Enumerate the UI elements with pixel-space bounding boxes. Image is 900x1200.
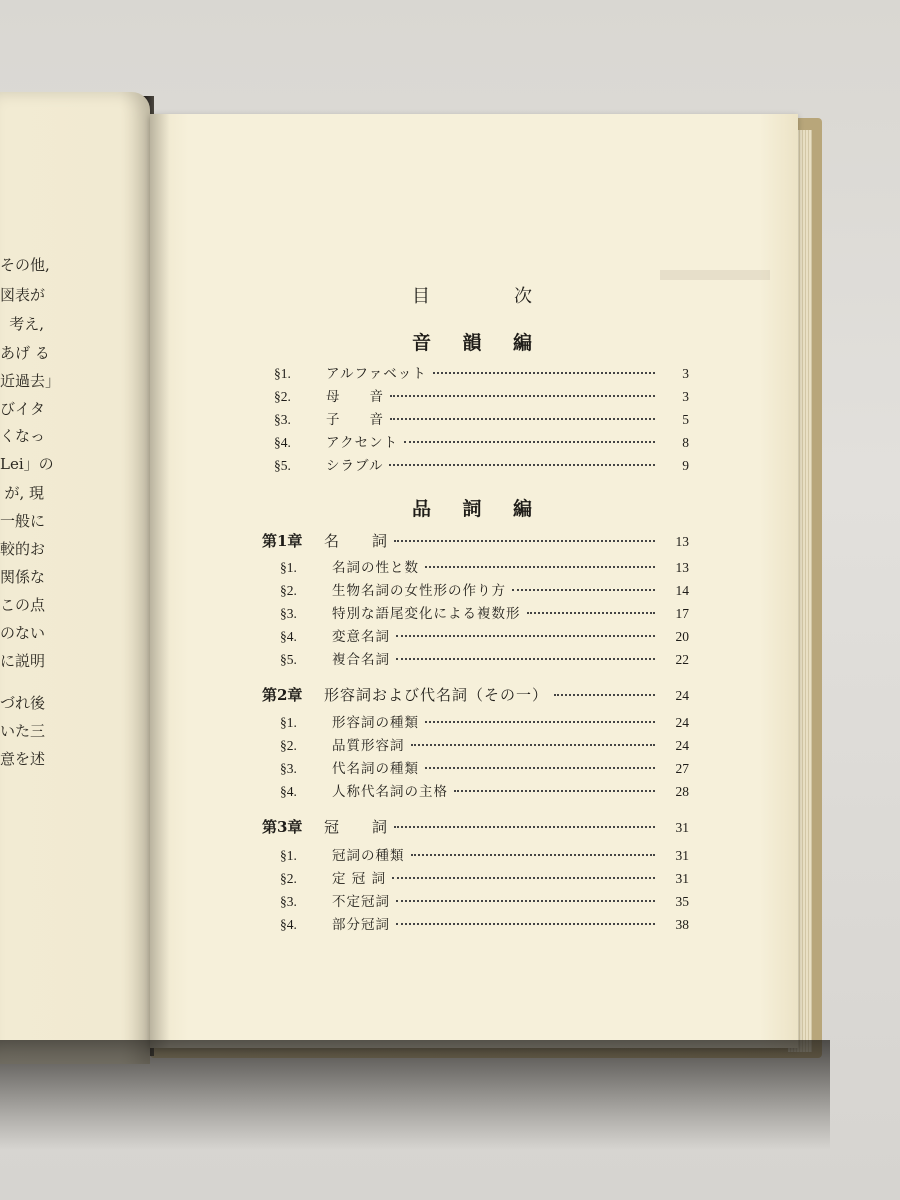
leader-dots <box>389 464 655 466</box>
left-page-line: あげ る <box>0 344 50 362</box>
leader-dots <box>433 372 655 374</box>
entry-number: §1. <box>274 366 291 381</box>
toc-entry <box>280 556 689 578</box>
leader-dots <box>396 923 655 925</box>
leader-dots <box>394 826 655 828</box>
entry-page: 20 <box>675 629 689 644</box>
entry-page: 5 <box>682 412 689 427</box>
left-page-line: が, 現 <box>4 484 44 502</box>
entry-number: §3. <box>280 894 297 909</box>
left-page-line: この点 <box>0 596 46 614</box>
leader-dots <box>454 790 655 792</box>
entry-title: アクセント <box>326 435 399 451</box>
entry-title: 部分冠詞 <box>332 917 390 933</box>
section-heading-char: 品 <box>412 498 432 520</box>
toc-entry <box>280 913 689 935</box>
chapter-title: 冠 詞 <box>324 818 389 836</box>
entry-page: 24 <box>675 738 689 753</box>
chapter-row <box>262 684 689 708</box>
entry-number: §3. <box>280 761 297 776</box>
chapter-row <box>262 816 689 840</box>
entry-title: 人称代名詞の主格 <box>332 784 448 800</box>
left-page-line: のない <box>0 624 46 642</box>
left-page-line: に説明 <box>0 652 46 670</box>
entry-title: 形容詞の種類 <box>332 715 419 731</box>
left-page-line: 一般に <box>0 512 46 530</box>
entry-number: §1. <box>280 715 297 730</box>
left-page-line: 関係な <box>0 568 46 586</box>
left-page-line: 意を述 <box>0 750 46 768</box>
entry-number: §5. <box>274 458 291 473</box>
toc-entry <box>274 454 689 476</box>
leader-dots <box>425 767 655 769</box>
entry-title: 子 音 <box>326 412 384 428</box>
leader-dots <box>554 694 655 696</box>
entry-page: 27 <box>675 761 689 776</box>
leader-dots <box>527 612 656 614</box>
book-shadow <box>0 1040 830 1150</box>
entry-title: 冠詞の種類 <box>332 848 405 864</box>
leader-dots <box>396 635 655 637</box>
entry-page: 17 <box>675 606 689 621</box>
toc-entry <box>280 602 689 624</box>
left-page-line: 図表が <box>0 286 46 304</box>
section-heading-phonology <box>412 328 532 355</box>
toc-entry <box>280 625 689 647</box>
entry-page: 28 <box>675 784 689 799</box>
entry-number: §2. <box>280 871 297 886</box>
entry-page: 3 <box>682 366 689 381</box>
chapter-label: 第2章 <box>262 686 303 704</box>
entry-number: §3. <box>280 606 297 621</box>
leader-dots <box>411 744 656 746</box>
entry-title: 変意名詞 <box>332 629 390 645</box>
leader-dots <box>404 441 655 443</box>
entry-number: §3. <box>274 412 291 427</box>
left-page-line: びイタ <box>0 400 46 418</box>
entry-number: §2. <box>280 738 297 753</box>
chapter-row <box>262 530 689 554</box>
entry-number: §2. <box>280 583 297 598</box>
entry-page: 13 <box>675 560 689 575</box>
chapter-page: 13 <box>675 534 689 549</box>
entry-page: 31 <box>675 848 689 863</box>
chapter-title: 形容詞および代名詞（その一） <box>324 686 549 704</box>
entry-page: 38 <box>675 917 689 932</box>
toc-entry <box>280 844 689 866</box>
entry-page: 31 <box>675 871 689 886</box>
entry-page: 9 <box>682 458 689 473</box>
page-gutter-shadow <box>150 114 170 1048</box>
toc-entry <box>274 385 689 407</box>
entry-title: 名詞の性と数 <box>332 560 419 576</box>
leader-dots <box>390 395 655 397</box>
chapter-page: 24 <box>675 688 689 703</box>
leader-dots <box>425 566 655 568</box>
entry-number: §1. <box>280 848 297 863</box>
entry-page: 22 <box>675 652 689 667</box>
entry-title: 特別な語尾変化による複数形 <box>332 606 521 622</box>
entry-number: §4. <box>280 629 297 644</box>
section-heading-char: 韻 <box>462 332 482 354</box>
entry-title: 品質形容詞 <box>332 738 405 754</box>
entry-page: 14 <box>675 583 689 598</box>
entry-title: 複合名詞 <box>332 652 390 668</box>
left-page-line: 較的お <box>0 540 46 558</box>
toc-entry <box>274 408 689 430</box>
section-heading-char: 音 <box>412 332 432 354</box>
leader-dots <box>396 900 655 902</box>
left-page-line: その他, <box>0 256 50 274</box>
toc-title <box>412 282 532 308</box>
left-page-line: Lei」の <box>0 455 54 473</box>
toc-entry <box>280 780 689 802</box>
left-page-line: づれ後 <box>0 694 46 712</box>
entry-number: §1. <box>280 560 297 575</box>
section-heading-parts-of-speech <box>412 494 532 521</box>
entry-title: シラブル <box>326 458 384 474</box>
leader-dots <box>394 540 655 542</box>
toc-entry <box>274 362 689 384</box>
toc-title-char: 次 <box>514 286 532 307</box>
toc-entry <box>280 890 689 912</box>
entry-title: 定 冠 詞 <box>332 871 387 887</box>
leader-dots <box>411 854 656 856</box>
left-page-line: くなっ <box>0 427 46 445</box>
toc-entry <box>280 757 689 779</box>
toc-entry <box>280 867 689 889</box>
left-page-line: いた三 <box>0 722 46 740</box>
toc-entry <box>280 711 689 733</box>
entry-title: 母 音 <box>326 389 384 405</box>
leader-dots <box>390 418 655 420</box>
toc-entry <box>280 648 689 670</box>
leader-dots <box>396 658 655 660</box>
entry-title: アルファベット <box>326 366 427 382</box>
entry-number: §4. <box>280 917 297 932</box>
entry-page: 8 <box>682 435 689 450</box>
ink-show-through <box>660 270 770 280</box>
entry-number: §2. <box>274 389 291 404</box>
leader-dots <box>392 877 655 879</box>
chapter-label: 第1章 <box>262 532 303 550</box>
left-page <box>0 92 150 1064</box>
leader-dots <box>512 589 655 591</box>
entry-page: 3 <box>682 389 689 404</box>
chapter-title: 名 詞 <box>324 532 389 550</box>
section-heading-char: 編 <box>512 498 532 520</box>
left-page-line: 考え, <box>9 315 44 333</box>
entry-page: 24 <box>675 715 689 730</box>
toc-entry <box>274 431 689 453</box>
left-page-line: 近過去」 <box>0 372 61 390</box>
entry-number: §4. <box>274 435 291 450</box>
leader-dots <box>425 721 655 723</box>
entry-title: 代名詞の種類 <box>332 761 419 777</box>
entry-number: §5. <box>280 652 297 667</box>
toc-entry <box>280 579 689 601</box>
entry-title: 生物名詞の女性形の作り方 <box>332 583 506 599</box>
toc-entry <box>280 734 689 756</box>
chapter-label: 第3章 <box>262 818 303 836</box>
entry-number: §4. <box>280 784 297 799</box>
entry-title: 不定冠詞 <box>332 894 390 910</box>
section-heading-char: 編 <box>512 332 532 354</box>
chapter-page: 31 <box>675 820 689 835</box>
section-heading-char: 詞 <box>462 498 482 520</box>
entry-page: 35 <box>675 894 689 909</box>
toc-title-char: 目 <box>412 286 430 307</box>
